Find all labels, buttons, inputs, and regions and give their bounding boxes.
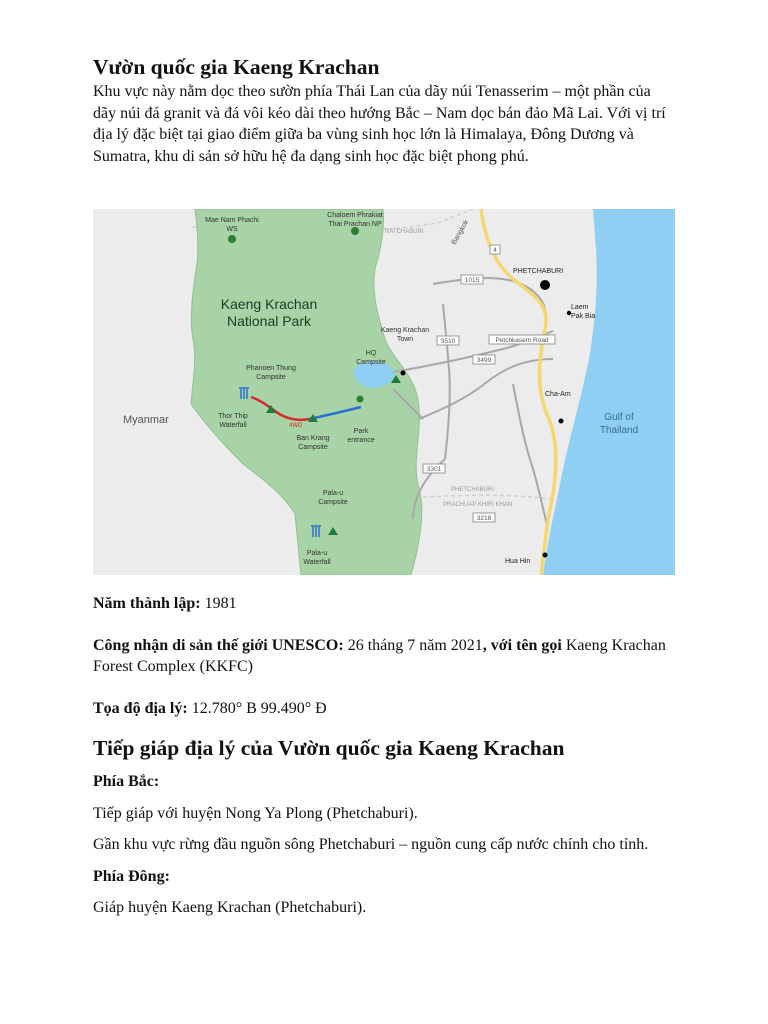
label-maenam-1: Mae Nam Phachi (205, 217, 259, 224)
tree-icon (228, 235, 236, 243)
label-chaloem-2: Thai Prachan NP (328, 221, 382, 228)
label-laem-2: Pak Bia (571, 313, 596, 320)
east-label (93, 866, 693, 888)
label-park-name-2: National Park (226, 313, 312, 329)
tree-icon (357, 396, 364, 403)
fact-unesco-mid: , với tên gọi (482, 636, 562, 654)
label-kk-town-2: Town (396, 336, 414, 343)
fact-coordinates (93, 698, 693, 720)
park-map-svg (93, 209, 675, 575)
label-panoen-2: Campsite (256, 374, 286, 381)
north-label-text: Phía Bắc: (93, 773, 160, 790)
fact-coord-label: Tọa độ địa lý: (93, 699, 188, 717)
label-road-3218: 3218 (476, 515, 492, 522)
label-prov-ratchaburi: RATCHABURI (385, 229, 424, 235)
label-hq-2: Campsite (356, 359, 386, 366)
section-title-borders: Tiếp giáp địa lý của Vườn quốc gia Kaeng Krachan (93, 736, 565, 760)
label-park-name-1: Kaeng Krachan (220, 296, 318, 312)
waterfall-icon (239, 388, 249, 399)
label-phetchaburi: PHETCHABURI (513, 268, 564, 275)
town-dot-cha-am (559, 419, 564, 424)
label-palau-fall-2: Waterfall (303, 559, 331, 566)
east-label-text: Phía Đông: (93, 867, 170, 885)
fact-unesco (93, 635, 693, 678)
fact-founded-label: Năm thành lập: (93, 595, 201, 612)
label-road-3510: 3510 (440, 338, 456, 345)
north-paragraph-1: Tiếp giáp với huyện Nong Ya Plong (Phetchaburi). (93, 804, 418, 822)
label-palau-camp-2: Campsite (318, 499, 348, 506)
label-palau-fall-1: Pala-u (306, 550, 328, 557)
label-trail-4wd: 4WD (289, 423, 303, 429)
north-label (93, 771, 693, 793)
label-panoen-1: Phanoen Thung (246, 365, 296, 372)
label-prov-prachuap: PRACHUAP KHIRI KHAN (443, 502, 513, 508)
fact-founded-value: 1981 (204, 595, 237, 612)
label-bangkok: Bangkok (450, 218, 471, 246)
label-chaloem-1: Chaloem Phrakiat (327, 212, 383, 219)
label-hua-hin: Hua Hin (505, 558, 531, 565)
north-paragraph-2: Gần khu vực rừng đầu nguồn sông Phetchaburi – nguồn cung cấp nước chính cho tỉnh. (93, 836, 649, 853)
town-dot-kaeng-krachan (401, 371, 406, 376)
label-prov-phetchaburi: PHETCHABURI (451, 487, 495, 493)
label-road-1015: 1015 (464, 277, 480, 284)
label-torthip-1: Thor Thip (218, 413, 248, 420)
fact-founded (93, 593, 693, 615)
label-gulf-1: Gulf of (604, 412, 634, 423)
tree-icon (351, 227, 359, 235)
east-paragraph-1: Giáp huyện Kaeng Krachan (Phetchaburi). (93, 899, 367, 916)
label-road-3499: 3499 (476, 357, 492, 364)
fact-coord-value: 12.780° B 99.490° Đ (191, 699, 327, 717)
label-bankrang-1: Ban Krang (296, 435, 330, 442)
label-kk-town-1: Kaeng Krachan (380, 327, 430, 334)
label-bankrang-2: Campsite (298, 444, 328, 451)
park-map (93, 209, 675, 575)
label-road-petchkasem: Petchkasem Road (495, 337, 549, 344)
fact-unesco-name: Kaeng Krachan Forest Complex (KKFC) (93, 636, 666, 675)
label-hq-1: HQ (365, 350, 377, 357)
fact-unesco-date: 26 tháng 7 năm 2021 (347, 636, 483, 654)
document-content (93, 54, 693, 919)
label-torthip-2: Waterfall (219, 422, 247, 429)
label-road-3301: 3301 (426, 466, 442, 473)
fact-unesco-label: Công nhận di sản thế giới UNESCO: (93, 636, 344, 654)
label-cha-am: Cha-Am (545, 391, 571, 398)
city-dot-phetchaburi (540, 280, 550, 290)
town-dot-hua-hin (543, 553, 548, 558)
label-entrance-2: entrance (347, 437, 375, 444)
label-maenam-2: WS (226, 226, 238, 233)
label-myanmar: Myanmar (123, 414, 169, 426)
label-entrance-1: Park (353, 428, 369, 435)
label-laem-1: Laem (571, 304, 589, 311)
label-gulf-2: Thailand (599, 425, 639, 436)
intro-paragraph: Khu vực này nằm dọc theo sườn phía Thái Lan của dãy núi Tenasserim – một phần của dãy núi đá granit và đá vôi kéo dài theo hướng Bắc – Nam dọc bán đảo Mã Lai. Với vị trí địa lý đặc biệt tại giao điểm giữa ba vùng sinh học lớn là Himalaya, Đông Dương và Sumatra, khu di sản sở hữu hệ đa dạng sinh học đặc biệt phong phú. (93, 83, 666, 165)
label-road-4: 4 (493, 247, 497, 254)
waterfall-icon (311, 526, 321, 537)
label-palau-camp-1: Pala-u (322, 490, 344, 497)
page-title: Vườn quốc gia Kaeng Krachan (93, 55, 380, 79)
